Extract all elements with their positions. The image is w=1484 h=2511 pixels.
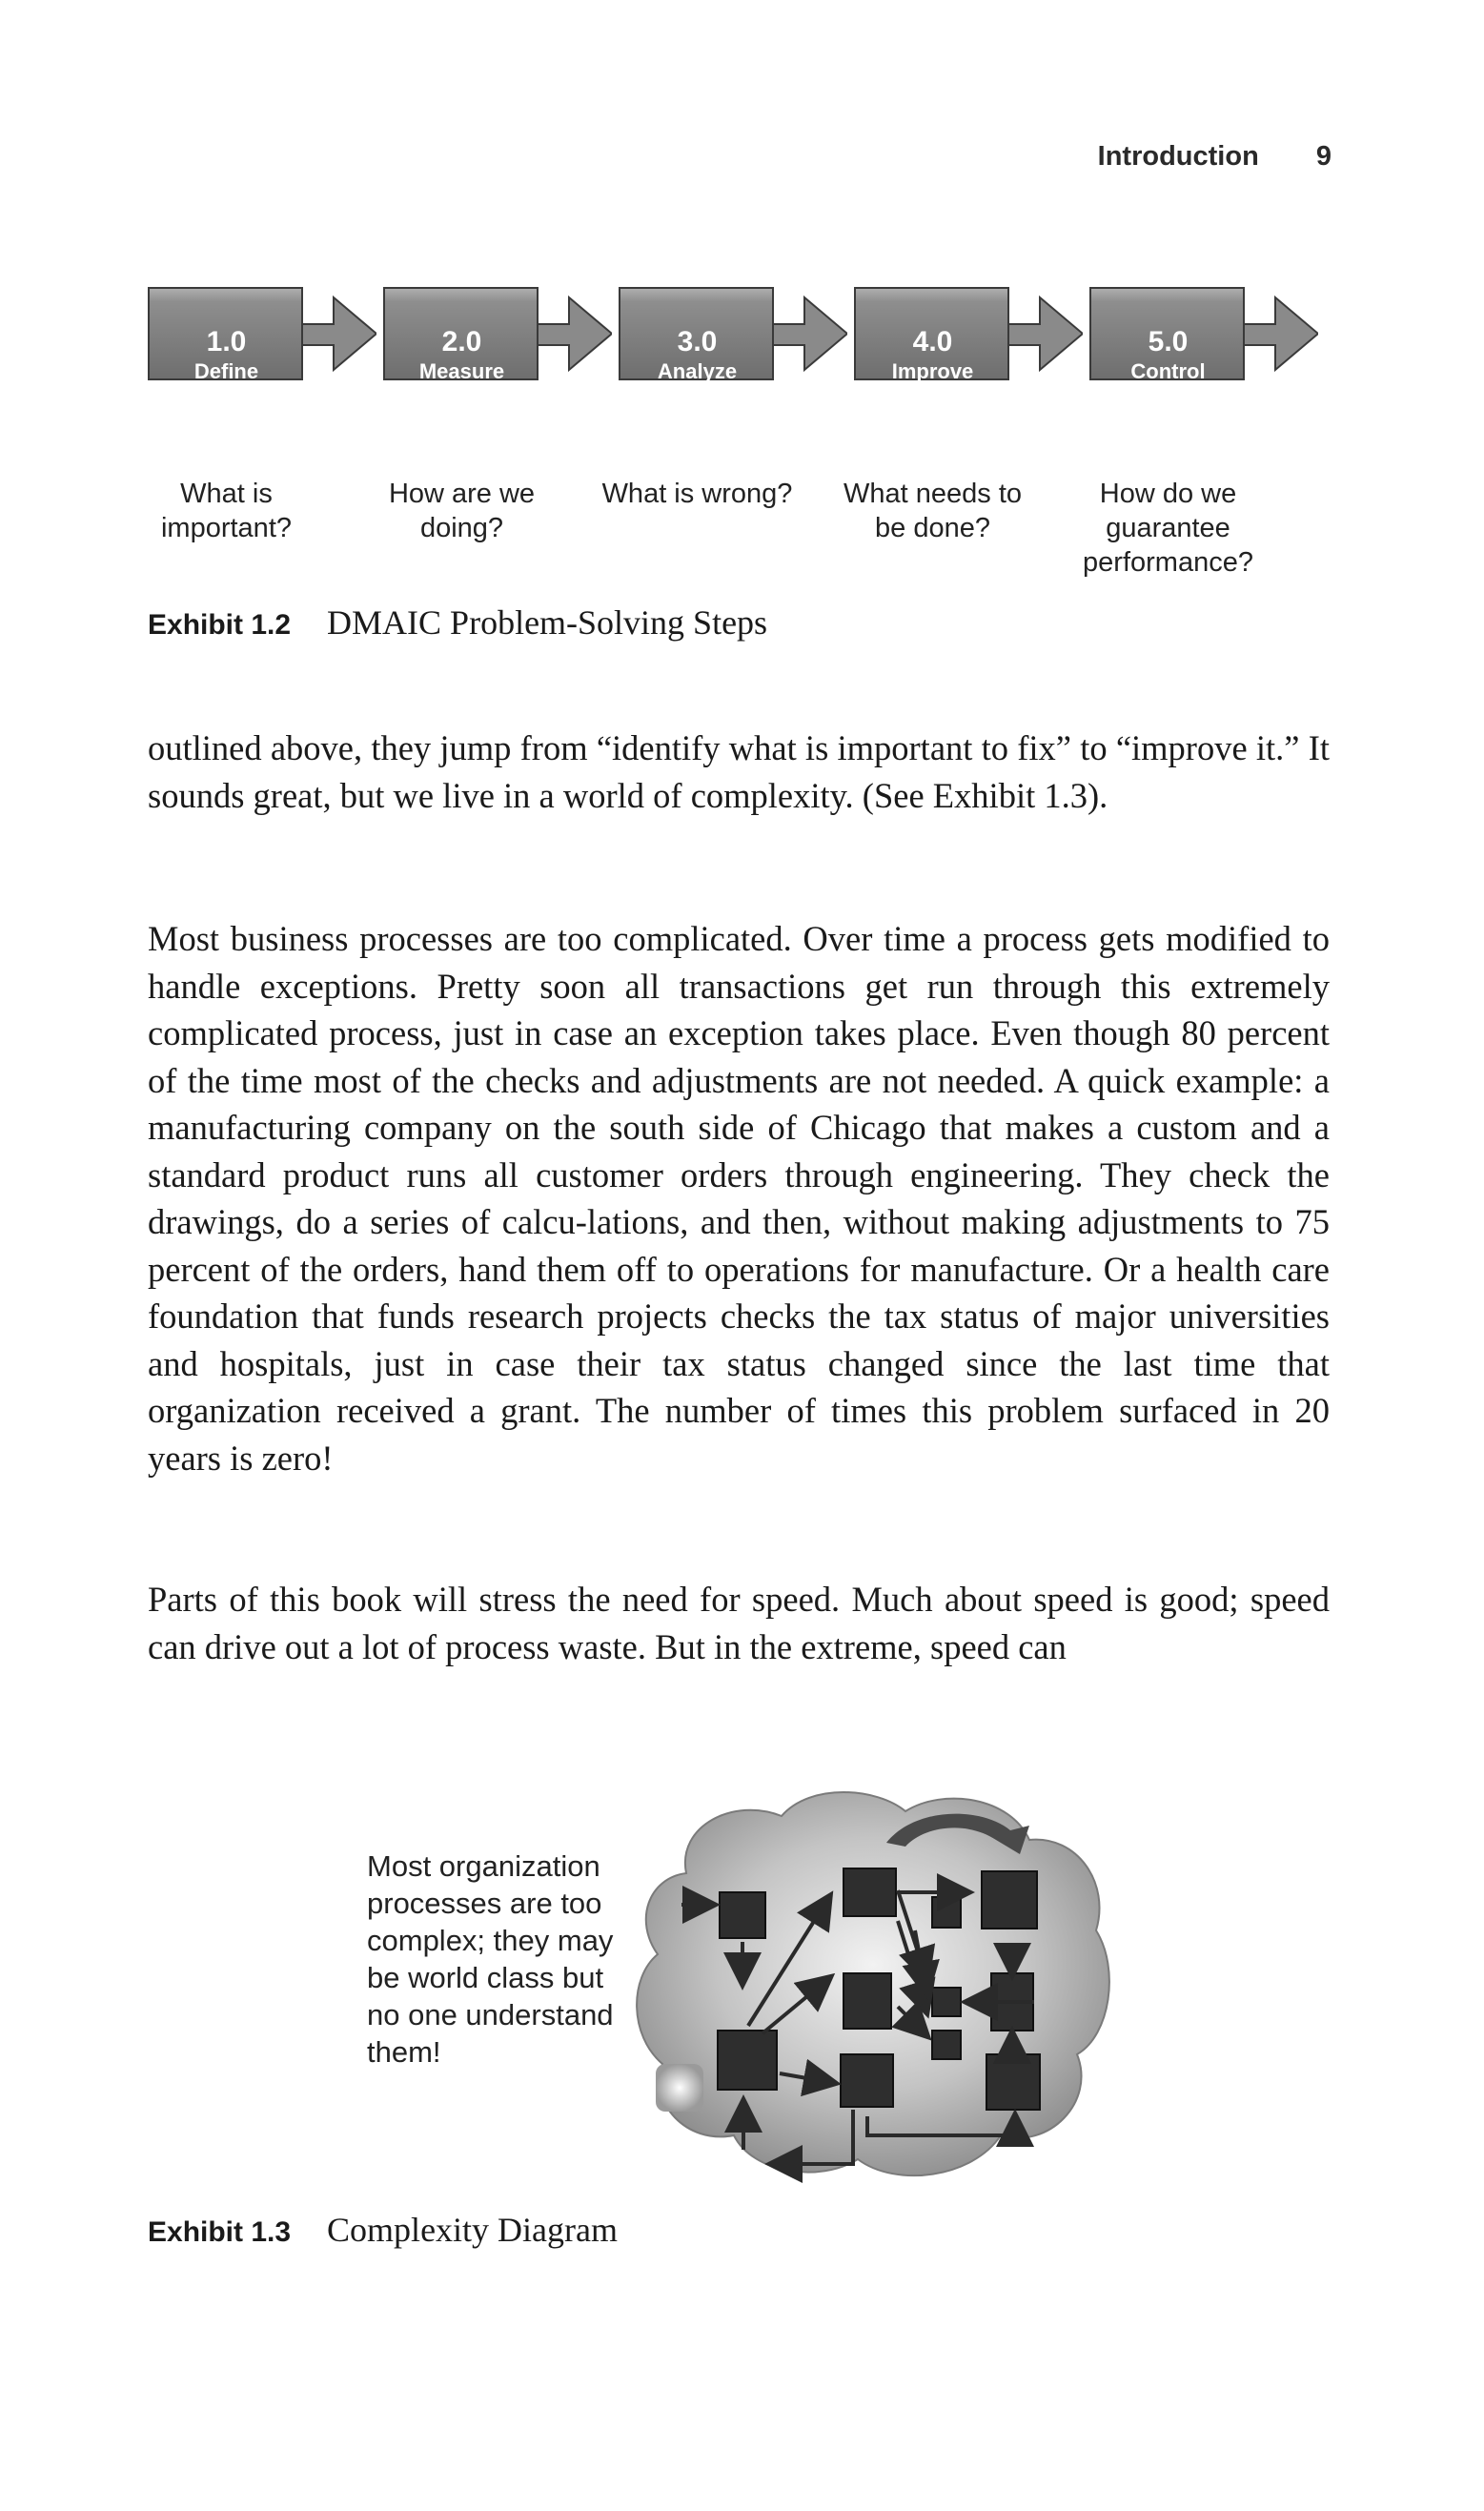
process-box xyxy=(932,2031,961,2059)
step-label xyxy=(1089,326,1247,412)
step-number: 2.0 xyxy=(441,326,482,357)
step-name-1: Control xyxy=(1130,359,1206,383)
step-name-1: Analyze xyxy=(657,359,738,383)
exhibit-title: DMAIC Problem-Solving Steps xyxy=(327,603,768,642)
step-name-2: Opportunities xyxy=(157,386,295,410)
complexity-diagram xyxy=(629,1787,1115,2188)
step-question: What is important? xyxy=(160,479,292,543)
step-label xyxy=(148,326,305,412)
process-box xyxy=(844,1868,896,1916)
running-header xyxy=(1098,141,1332,173)
process-box xyxy=(982,1871,1037,1929)
section-title: Introduction xyxy=(1097,141,1259,172)
step-name-1: Improve xyxy=(891,359,974,383)
body-paragraph-2: Most business processes are too complicated. Over time a process gets modified to handle exceptions. Pretty soon all transactions get run through this extremely complicated process, just in case an exception takes place. Even though 80 percent of the time most of the checks and adjustments are not needed. A quick example: a manufacturing company on the south side of Chicago that makes a custom and a standard product runs all customer orders through engineering. They check the drawings, do a series of calcu-lations, and then, without making adjustments to 75 percent of the orders, hand them off to operations for manufacture. Or a health care foundation that funds research projects checks the tax status of major universities and hospitals, just in case their tax status changed since the last time that organization received a grant. The number of times this problem surfaced in 20 years is zero! xyxy=(148,919,1330,1478)
step-name-2: Performance xyxy=(397,386,526,410)
step-question: What needs to be done? xyxy=(844,479,1022,543)
exhibit-label: Exhibit 1.3 xyxy=(148,2216,292,2248)
exhibit-title: Complexity Diagram xyxy=(327,2211,618,2249)
page-number: 9 xyxy=(1315,141,1332,172)
process-box xyxy=(841,2054,893,2107)
step-label xyxy=(619,326,776,412)
exhibit-label: Exhibit 1.2 xyxy=(148,609,292,641)
step-label xyxy=(854,326,1011,412)
step-name-2: Opportunity xyxy=(637,386,758,410)
glow-square xyxy=(656,2064,703,2112)
step-number: 3.0 xyxy=(677,326,718,357)
step-question: What is wrong? xyxy=(601,479,793,509)
process-box xyxy=(720,1892,765,1938)
process-box xyxy=(932,1897,961,1928)
exhibit-1-2-caption xyxy=(148,602,767,643)
step-name-2: Performance xyxy=(868,386,997,410)
exhibit-1-3-caption xyxy=(148,2210,618,2250)
dmaic-steps-diagram xyxy=(148,286,1330,591)
process-box xyxy=(844,1973,891,2029)
step-name-1: Measure xyxy=(418,359,505,383)
step-name-2: Performance xyxy=(1104,386,1232,410)
step-name-1: Define xyxy=(193,359,259,383)
step-number: 1.0 xyxy=(206,326,247,357)
process-box xyxy=(986,2054,1040,2110)
step-question: How do we guarantee performance? xyxy=(1083,479,1253,578)
complexity-note: Most organization processes are too complex; they may be world class but no one understand them! xyxy=(367,1849,614,2069)
body-paragraph-3: Parts of this book will stress the need for speed. Much about speed is good; speed can drive out a lot of process waste. But in the extreme, speed can xyxy=(148,1580,1330,1666)
step-question: How are we doing? xyxy=(388,479,536,543)
process-box xyxy=(932,1988,961,2016)
process-box xyxy=(718,2031,777,2090)
step-label xyxy=(383,326,540,412)
step-number: 5.0 xyxy=(1148,326,1189,357)
step-number: 4.0 xyxy=(912,326,953,357)
body-paragraph-1: outlined above, they jump from “identify what is important to fix” to “improve it.” It sounds great, but we live in a world of complexity. (See Exhibit 1.3). xyxy=(148,728,1330,815)
